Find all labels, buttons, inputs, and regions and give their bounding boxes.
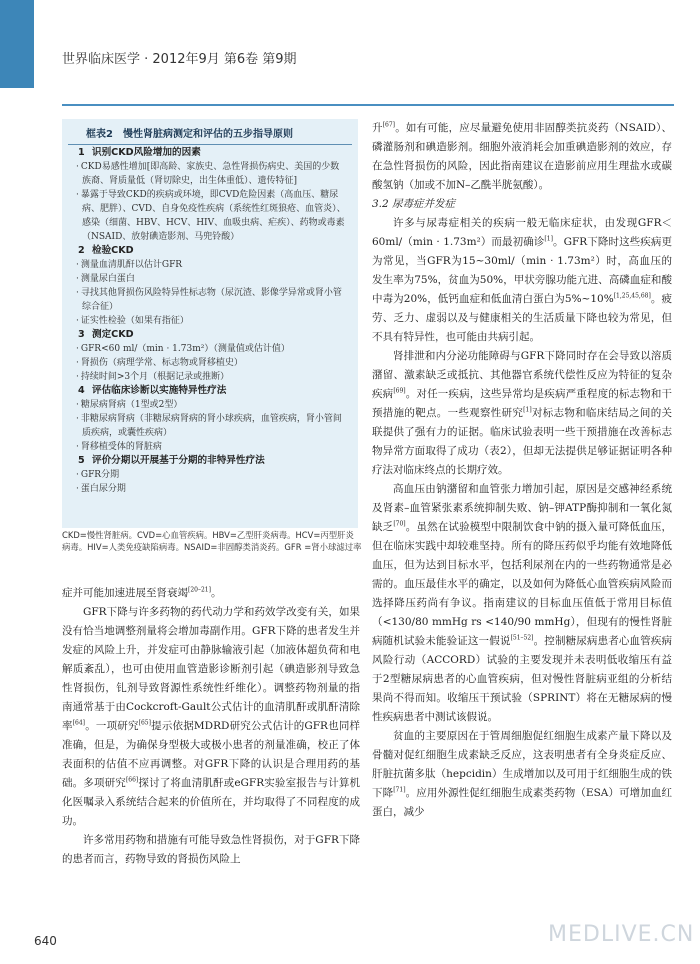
left-column: [62, 584, 360, 869]
box-item: · 蛋白尿分期: [74, 482, 350, 496]
box-title-rule: [68, 144, 352, 145]
box-section-4: 4 评估临床诊断以实施特异性疗法: [78, 385, 227, 396]
box-item: · 测量尿白蛋白: [74, 272, 350, 286]
box-section-3: 3 测定CKD: [78, 329, 134, 340]
paragraph: 许多常用药物和措施有可能导致急性肾损伤，对于GFR下降的患者而言，药物导致的肾损伤风险上: [62, 834, 360, 865]
box-2: [62, 119, 358, 528]
citation: [66]: [125, 776, 139, 784]
box-item: · GFR分期: [74, 468, 350, 482]
section-heading: 3.2 尿毒症并发症: [372, 198, 456, 210]
box-title: [62, 119, 358, 141]
box-item: · 糖尿病肾病（1型或2型）: [74, 398, 350, 412]
box-item: · 暴露于导致CKD的疾病或环境，即CVD危险因素（高血压、糖尿病、肥胖）、CVD、自身免疫性疾病（系统性红斑狼疮、血管炎）、感染（细菌、HBV、HCV、HIV、血吸虫病、疟疾）、药物或毒素（NSAID、放射碘造影剂、马兜铃酸）: [74, 188, 350, 244]
box-title-text: 慢性肾脏病测定和评估的五步指导原则: [122, 129, 293, 140]
paragraph: 高血压由钠潴留和血管张力增加引起，原因是交感神经系统及肾素–血管紧张素系统抑制失败、钠–钾ATP酶抑制和一氧化氮缺乏[70]。虽然在试验模型中限制饮食中钠的摄入量可降低血压，但在临床实践中却较难坚持。所有的降压药似乎均能有效地降低血压，但为达到目标水平，包括利尿剂在内的一些药物通常是必需的。血压最佳水平的确定，以及如何为降低心血管疾病风险而选择降压药尚有争议。指南建议的目标血压值低于常用目标值（<130/80 mmHg rs <140/90 mmHg），但现有的慢性肾脏病随机试验未能验证这一假说[51–52]。控制糖尿病患者心血管疾病风险行动（ACCORD）试验的主要发现并未表明低收缩压有益于2型糖尿病患者的心血管疾病，但对慢性肾脏病亚组的分析结果尚不得而知。收缩压干预试验（SPRINT）将在无糖尿病的慢性疾病患者中测试该假说。: [372, 483, 673, 723]
box-footnote: CKD=慢性肾脏病。CVD=心血管疾病。HBV=乙型肝炎病毒。HCV=丙型肝炎病毒。HIV=人类免疫缺陷病毒。NSAID=非固醇类消炎药。GFR =肾小球滤过率: [62, 530, 362, 552]
citation: [1]: [544, 235, 553, 243]
box-section-5: 5 评价分期以开展基于分期的非特异性疗法: [78, 455, 265, 466]
color-sidebar: [0, 0, 34, 88]
citation: [69]: [393, 387, 406, 395]
paragraph: 许多与尿毒症相关的疾病一般无临床症状，由发现GFR＜60ml/（min · 1.73m²）而最初确诊[1]。GFR下降时这些疾病更为常见，当GFR为15~30ml/（min · 1.73m²）时，高血压的发生率为75%，贫血为50%，甲状旁腺功能亢进、高磷血症和酸中毒为20%，低钙血症和低血清白蛋白为5%~10%[1,25,45,68]。疲劳、乏力、虚弱以及与健康相关的生活质量下降也较为常见，但不具有特异性，也可能由共病引起。: [372, 217, 672, 343]
paragraph: 症并可能加速进展至肾衰竭[20–21]。: [62, 586, 222, 599]
box-item: · GFR<60 ml/（min · 1.73m²）（测量值或估计值）: [74, 342, 350, 356]
citation: [20–21]: [188, 586, 211, 594]
box-item: · 证实性检验（如果有指征）: [74, 314, 350, 328]
journal-header: 世界临床医学 · 2012年9月 第6卷 第9期: [62, 52, 297, 67]
box-section-2: 2 检验CKD: [78, 245, 134, 256]
citation: [1]: [523, 406, 532, 414]
box-item: · CKD易感性增加[即高龄、家族史、急性肾损伤病史、美国的少数族裔、肾质量低（肾切除史，出生体重低）、遗传特征]: [74, 160, 350, 188]
paragraph: GFR下降与许多药物的药代动力学和药效学改变有关，如果没有恰当地调整剂量将会增加毒副作用。GFR下降的患者发生并发症的风险上升，并发症可由静脉输液引起（加液体超负荷和电解质紊乱），也可由使用血管造影诊断剂引起（碘造影剂导致急性肾损伤，钆剂导致肾源性系统性纤维化）。调整药物剂量的指南通常基于由Cockcroft-Gault公式估计的血清肌酐或肌酐清除率[64]。一项研究[65]提示依据MDRD研究公式估计的GFR也同样准确，但是，为确保身型极大或极小患者的剂量准确，校正了体表面积的估值不应再调整。对GFR下降的认识是合理用药的基础。多项研究[66]探讨了将血清肌酐或eGFR实验室报告与计算机化医嘱录入系统结合起来的价值所在，并均取得了不同程度的成功。: [62, 606, 361, 827]
box-item: · 测量血清肌酐以估计GFR: [74, 258, 350, 272]
box-item: · 持续时间>3个月（根据记录或推断）: [74, 370, 350, 384]
box-body: [62, 141, 358, 496]
watermark: MEDLIVE.CN: [548, 922, 695, 947]
paragraph: 肾排泄和内分泌功能障碍与GFR下降同时存在会导致以溶质潴留、激素缺乏或抵抗、其他器官系统代偿性反应为特征的复杂疾病[69]。对任一疾病，这些异常均是疾病严重程度的标志物和干预措施的靶点。一些观察性研究[1]对标志物和临床结局之间的关联提供了强有力的证据。临床试验表明一些干预措施在改善标志物异常方面取得了成功（表2），但却无法提供足够证据证明各种疗法对临床终点的长期疗效。: [372, 350, 673, 476]
box-item: · 肾移植受体的肾脏病: [74, 440, 350, 454]
citation: [65]: [138, 719, 151, 727]
citation: [1,25,45,68]: [613, 292, 651, 300]
citation: [67]: [382, 121, 396, 129]
citation: [71]: [393, 786, 406, 794]
citation: [70]: [393, 520, 406, 528]
box-number: 框表2: [86, 129, 113, 140]
box-item: · 寻找其他肾损伤风险特异性标志物（尿沉渣、影像学异常或肾小管综合征）: [74, 286, 350, 314]
citation: [51–52]: [510, 634, 534, 642]
right-column: [372, 119, 672, 822]
box-section-1: 1 识别CKD风险增加的因素: [78, 147, 201, 158]
paragraph: 升[67]。如有可能，应尽量避免使用非固醇类抗炎药（NSAID）、磷灌肠剂和碘造影剂。细胞外液消耗会加重碘造影剂的效应，存在急性肾损伤的风险，因此指南建议在造影前应用生理盐水或碳酸氢钠（加或不加N–乙酰半胱氨酸）。: [372, 121, 673, 191]
paragraph: 贫血的主要原因在于管周细胞促红细胞生成素产量下降以及骨髓对促红细胞生成素缺乏反应，这表明患者有全身炎症反应、肝脏抗菌多肽（hepcidin）生成增加以及可用于红细胞生成的铁下降[71]。应用外源性促红细胞生成素类药物（ESA）可增加血红蛋白，减少: [372, 730, 672, 818]
header-rule: [62, 104, 674, 106]
citation: [64]: [72, 719, 86, 727]
page-number: 640: [34, 934, 57, 948]
box-item: · 非糖尿病肾病（非糖尿病肾病的肾小球疾病，血管疾病，肾小管间质疾病，或囊性疾病）: [74, 412, 350, 440]
box-item: · 肾损伤（病理学常、标志物或肾移植史）: [74, 356, 350, 370]
